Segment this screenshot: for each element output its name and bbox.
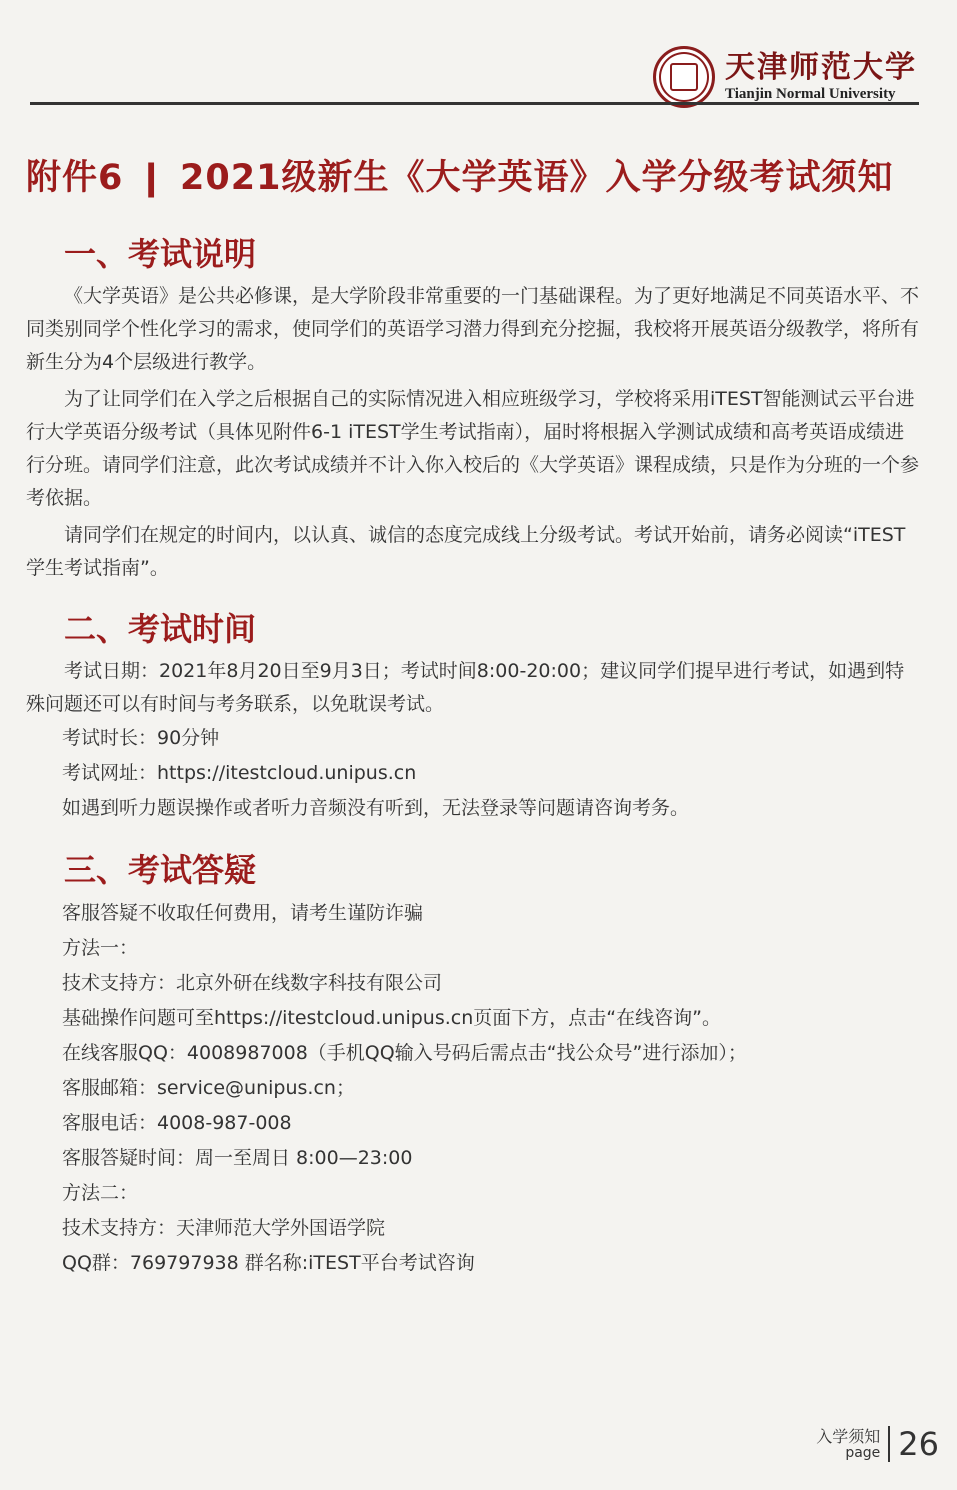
university-name-en: Tianjin Normal University: [725, 86, 896, 102]
exam-duration: 考试时长：90分钟: [62, 727, 220, 749]
text-line: QQ群：769797938 群名称:iTEST平台考试咨询: [62, 1252, 475, 1274]
text-line: 如遇到听力题误操作或者听力音频没有听到，无法登录等问题请咨询考务。: [62, 797, 690, 819]
footer-label: [816, 1428, 880, 1460]
text-line: 客服答疑不收取任何费用，请考生谨防诈骗: [62, 902, 424, 924]
text-line: 方法二：: [62, 1182, 139, 1204]
page-footer: [816, 1426, 939, 1462]
paragraph: 请同学们在规定的时间内，以认真、诚信的态度完成线上分级考试。考试开始前，请务必阅读“iTEST学生考试指南”。: [26, 524, 906, 579]
university-seal-icon: [653, 46, 715, 108]
university-name-cn: 天津师范大学: [725, 50, 917, 85]
section-heading-exam-description: 一、考试说明: [64, 235, 257, 273]
document-title: 附件6 ❙ 2021级新生《大学英语》入学分级考试须知: [26, 158, 894, 198]
footer-page-word: page: [845, 1445, 881, 1461]
page-number: 26: [898, 1425, 939, 1463]
header-divider: [30, 102, 919, 105]
section-heading-exam-qa: 三、考试答疑: [64, 851, 257, 889]
exam-website: 考试网址：https://itestcloud.unipus.cn: [62, 762, 417, 784]
text-line: 客服答疑时间：周一至周日 8:00—23:00: [62, 1147, 413, 1169]
text-line: 技术支持方：天津师范大学外国语学院: [62, 1217, 386, 1239]
text-line: 基础操作问题可至https://itestcloud.unipus.cn页面下方，点击“在线咨询”。: [62, 1007, 721, 1029]
footer-divider: [888, 1426, 890, 1462]
paragraph: 《大学英语》是公共必修课，是大学阶段非常重要的一门基础课程。为了更好地满足不同英语水平、不同类别同学个性化学习的需求，使同学们的英语学习潜力得到充分挖掘，我校将开展英语分级教学，将所有新生分为4个层级进行教学。: [26, 285, 920, 373]
text-line: 方法一：: [62, 937, 139, 959]
logo-text: [725, 51, 917, 103]
footer-section-name: 入学须知: [816, 1427, 881, 1446]
text-line: 在线客服QQ：4008987008（手机QQ输入号码后需点击“找公众号”进行添加）；: [62, 1042, 747, 1064]
paragraph: 考试日期：2021年8月20日至9月3日；考试时间8:00-20:00；建议同学们提早进行考试，如遇到特殊问题还可以有时间与考务联系，以免耽误考试。: [26, 660, 905, 715]
document-body: [0, 228, 957, 1281]
support-email: 客服邮箱：service@unipus.cn；: [62, 1077, 355, 1099]
support-phone: 客服电话：4008-987-008: [62, 1112, 292, 1134]
university-logo: [653, 46, 917, 108]
section-heading-exam-time: 二、考试时间: [64, 610, 257, 648]
paragraph: 为了让同学们在入学之后根据自己的实际情况进入相应班级学习，学校将采用iTEST智能测试云平台进行大学英语分级考试（具体见附件6-1 iTEST学生考试指南），届时将根据入学测试成绩和高考英语成绩进行分班。请同学们注意，此次考试成绩并不计入你入校后的《大学英语》课程成绩，只是作为分班的一个参考依据。: [26, 388, 920, 509]
text-line: 技术支持方：北京外研在线数字科技有限公司: [62, 972, 443, 994]
